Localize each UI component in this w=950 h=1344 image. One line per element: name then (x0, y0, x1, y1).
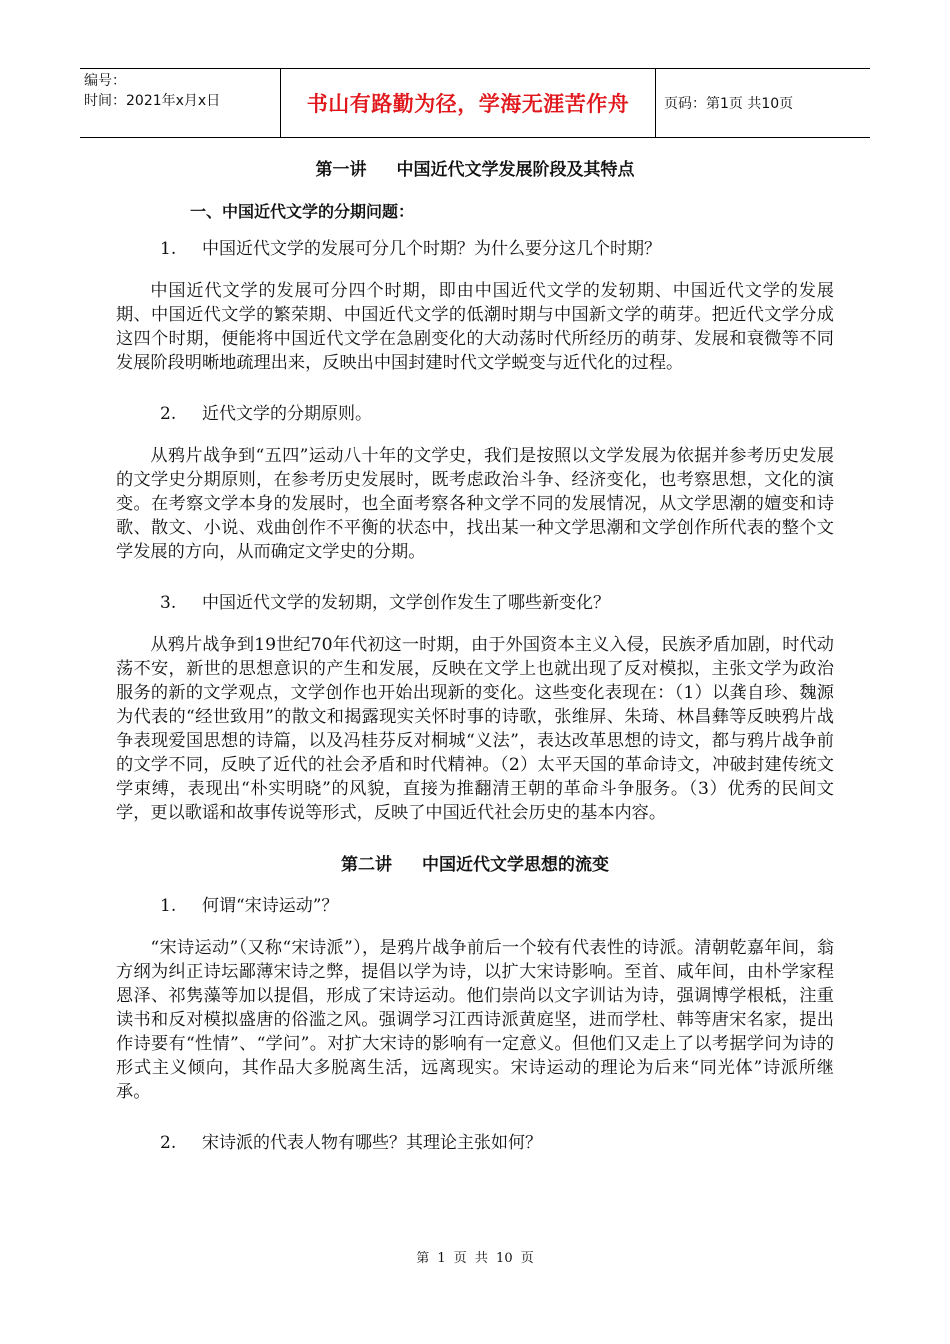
lecture-1-number: 第一讲 (315, 160, 367, 180)
question-number: 2. (160, 404, 177, 424)
question (116, 893, 834, 919)
answer-paragraph: 中国近代文学的发展可分四个时期，即由中国近代文学的发轫期、中国近代文学的发展期、中国近代文学的繁荣期、中国近代文学的低潮时期与中国新文学的萌芽。把近代文学分成这四个时期，便能将中国近代文学在急剧变化的大动荡时代所经历的萌芽、发展和衰微等不同发展阶段明晰地疏理出来，反映出中国封建时代文学蜕变与近代化的过程。 (116, 281, 834, 373)
header-meta (80, 69, 281, 137)
answer-paragraph: 从鸦片战争到“五四”运动八十年的文学史，我们是按照以文学发展为依据并参考历史发展的文学史分期原则，在参考历史发展时，既考虑政治斗争、经济变化，也考察思想，文化的演变。在考察文学本身的发展时，也全面考察各种文学不同的发展情况，从文学思潮的嬗变和诗歌、散文、小说、戏曲创作不平衡的状态中，找出某一种文学思潮和文学创作所代表的整个文学发展的方向，从而确定文学史的分期。 (116, 446, 834, 562)
header-motto: 书山有路勤为径，学海无涯苦作舟 (281, 69, 656, 137)
question (116, 590, 834, 616)
question-text: 何谓“宋诗运动”？ (202, 896, 339, 916)
question-text: 中国近代文学的发轫期，文学创作发生了哪些新变化？ (202, 593, 610, 613)
lecture-2-number: 第二讲 (341, 855, 392, 875)
answer-paragraph: 从鸦片战争到19世纪70年代初这一时期，由于外国资本主义入侵，民族矛盾加剧，时代动荡不安，新世的思想意识的产生和发展，反映在文学上也就出现了反对模拟，主张文学为政治服务的新的文学观点，文学创作也开始出现新的变化。这些变化表现在：（1）以龚自珍、魏源为代表的“经世致用”的散文和揭露现实关怀时事的诗歌，张维屏、朱琦、林昌彝等反映鸦片战争表现爱国思想的诗篇，以及冯桂芬反对桐城“义法”，表达改革思想的诗文，都与鸦片战争前的文学不同，反映了近代的社会矛盾和时代精神。（2）太平天国的革命诗文，冲破封建传统文学束缚，表现出“朴实明晓”的风貌，直接为推翻清王朝的革命斗争服务。（3）优秀的民间文学，更以歌谣和故事传说等形式，反映了中国近代社会历史的基本内容。 (116, 635, 834, 823)
question (116, 236, 834, 262)
question (116, 401, 834, 427)
question-text: 中国近代文学的发展可分几个时期？为什么要分这几个时期？ (202, 239, 661, 259)
question-number: 2. (160, 1133, 177, 1153)
page-footer: 第 1 页 共 10 页 (416, 1251, 534, 1266)
section-title: 一、中国近代文学的分期问题： (190, 202, 415, 221)
lecture-1-heading: 中国近代文学发展阶段及其特点 (396, 160, 635, 180)
question-number: 3. (160, 593, 177, 613)
answer-paragraph: “宋诗运动”（又称“宋诗派”），是鸦片战争前后一个较有代表性的诗派。清朝乾嘉年间，翁方纲为纠正诗坛鄙薄宋诗之弊，提倡以学为诗，以扩大宋诗影响。至首、咸年间，由朴学家程恩泽、祁隽藻等加以提倡，形成了宋诗运动。他们崇尚以文字训诂为诗，强调博学根柢，注重读书和反对模拟盛唐的俗滥之风。强调学习江西诗派黄庭坚，进而学杜、韩等唐宋名家，提出作诗要有“性情”、“学问”。对扩大宋诗的影响有一定意义。但他们又走上了以考据学问为诗的形式主义倾向，其作品大多脱离生活，远离现实。宋诗运动的理论为后来“同光体”诗派所继承。 (116, 938, 834, 1102)
number-label: 编号： (84, 73, 126, 89)
lecture-2-title (116, 845, 834, 885)
lecture-1-title (116, 150, 834, 190)
header-page-info: 页码：第1页 共10页 (664, 96, 794, 112)
question-text: 近代文学的分期原则。 (202, 404, 372, 424)
lecture-2-heading: 中国近代文学思想的流变 (422, 855, 609, 875)
question-number: 1. (160, 896, 177, 916)
question-text: 宋诗派的代表人物有哪些？其理论主张如何？ (202, 1133, 542, 1153)
document-header (80, 68, 870, 138)
question (116, 1130, 834, 1156)
question-number: 1. (160, 239, 177, 259)
document-body (116, 150, 834, 1156)
time-label: 时间：2021年x月x日 (84, 93, 221, 109)
